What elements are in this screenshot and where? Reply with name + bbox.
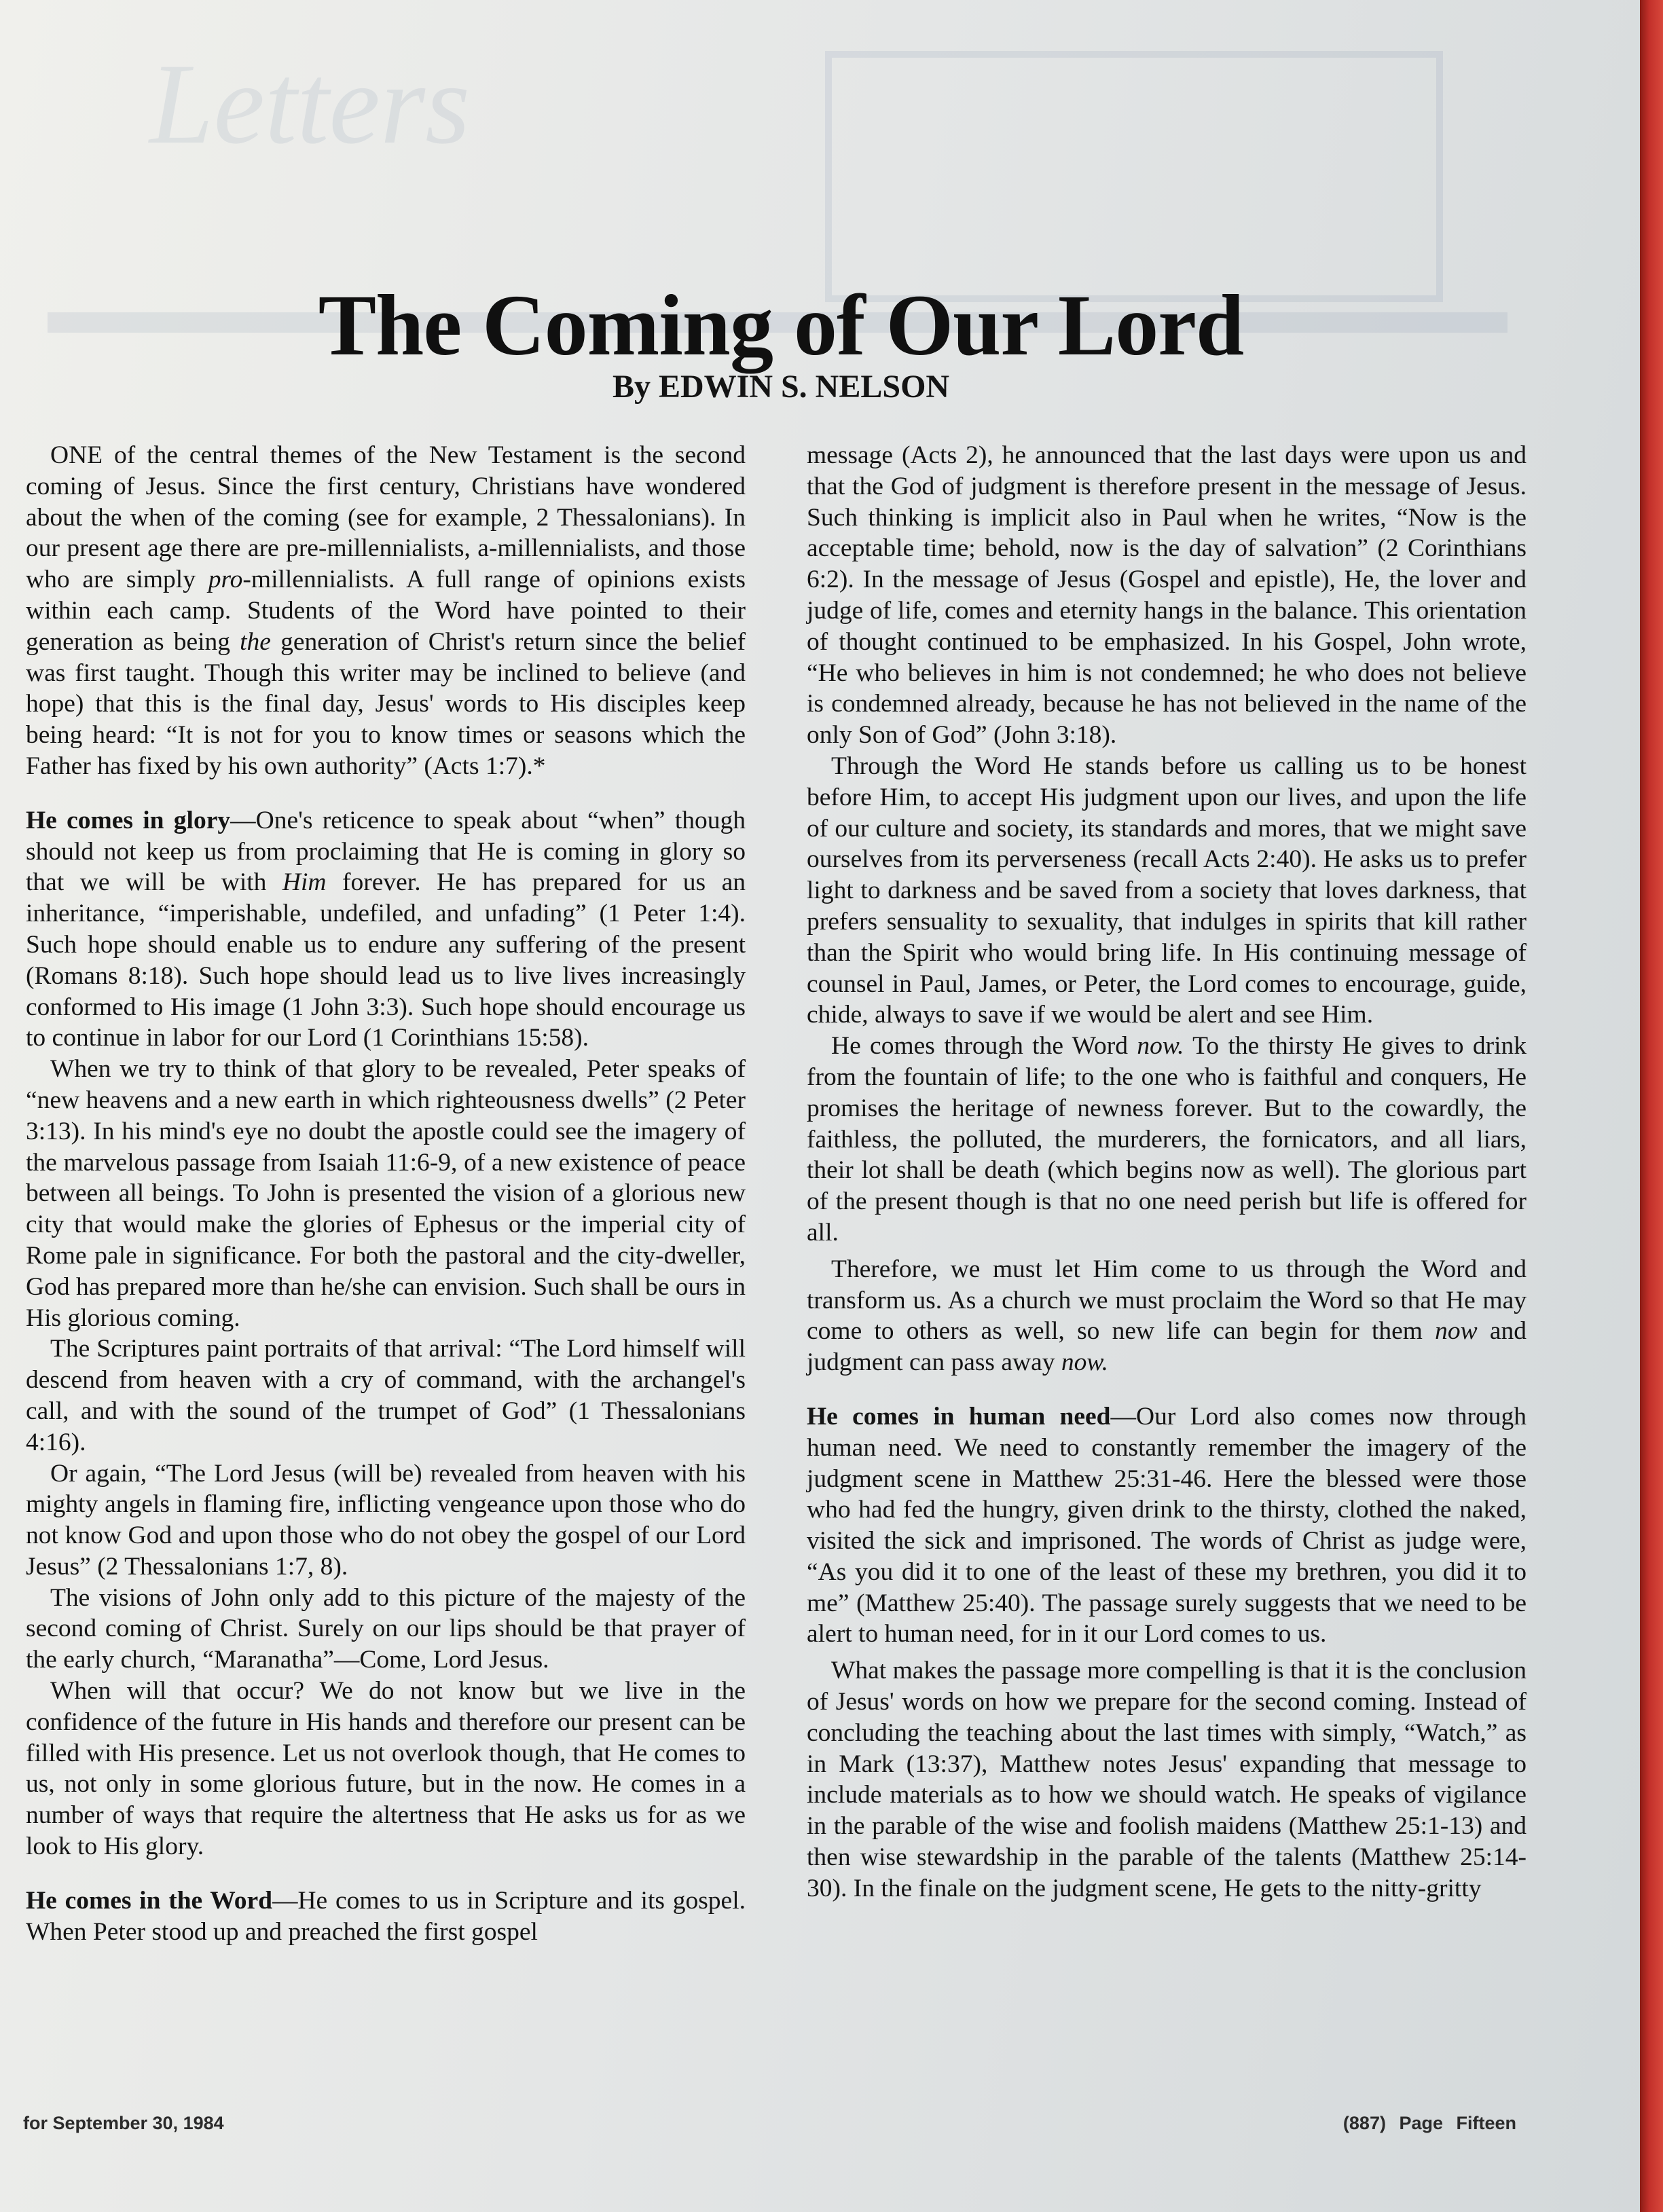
section-heading: He comes in glory bbox=[26, 806, 231, 834]
section-heading: He comes in human need bbox=[807, 1402, 1111, 1431]
section-human-need: He comes in human need—Our Lord also comes now through human need. We need to constantly remember the imagery of the judgment scene in Matthew 25:31-46. Here the blessed were those who had fed the hungry, given drink to the thirsty, clothed the naked, visited the sick and imprisoned. The words of Christ as judge were, “As you did it to one of the least of these my brethren, you did it to me” (Matthew 25:40). The passage surely suggests that we need to be alert to human need, for in it our Lord comes to us. bbox=[807, 1402, 1527, 1648]
section-word: He comes in the Word—He comes to us in Scripture and its gospel. When Peter stood up and preached the first gospel bbox=[26, 1886, 746, 1946]
paragraph: message (Acts 2), he announced that the last days were upon us and that the God of judgment is therefore present in the message of Jesus. Such thinking is implicit also in Paul when he writes, “Now is the acceptable time; behold, now is the day of salvation” (2 Corinthians 6:2). In the message of Jesus (Gospel and epistle), He, the lover and judge of life, comes and eternity hangs in the balance. This orientation of thought continued to be emphasized. In his Gospel, John wrote, “He who believes in him is not condemned; he who does not believe is condemned already, because he has not believed in the name of the only Son of God” (John 3:18). bbox=[807, 441, 1527, 750]
paragraph: Through the Word He stands before us calling us to be honest before Him, to accept His judgment upon our lives, and upon the life of our culture and society, its standards and mores, that we might save ourselves from its perverseness (recall Acts 2:40). He asks us to prefer light to darkness and be saved from a society that loves darkness, that prefers sensuality to sexuality, that indulges in spirits that kill rather than the Spirit who would bring life. In His continuing message of counsel in Paul, James, or Peter, the Lord comes to encourage, guide, chide, always to save if we would be alert and see Him. bbox=[807, 752, 1527, 1029]
paragraph: When we try to think of that glory to be revealed, Peter speaks of “new heavens and a new earth in which righteousness dwells” (2 Peter 3:13). In his mind's eye no doubt the apostle could see the imagery of the marvelous passage from Isaiah 11:6-9, of a new existence of peace between all beings. To John is presented the vision of a glorious new city that would make the glories of Ephesus or the imperial city of Rome pale in significance. For both the pastoral and the city-dweller, God has prepared more than he/she can envision. Such shall be ours in His glorious coming. bbox=[26, 1055, 746, 1332]
paragraph: Therefore, we must let Him come to us through the Word and transform us. As a church we must proclaim the Word so that He may come to others as well, so new life can begin for them now and judgment can pass away now. bbox=[807, 1255, 1527, 1377]
right-column bbox=[807, 440, 1527, 1904]
article-title: The Coming of Our Lord bbox=[318, 276, 1244, 373]
svg-text:Letters: Letters bbox=[149, 40, 471, 168]
article-byline: By EDWIN S. NELSON bbox=[612, 369, 950, 405]
paragraph: When will that occur? We do not know but we live in the confidence of the future in His hands and therefore our present can be filled with His presence. Let us not overlook though, that He comes to us, not only in some glorious future, but in the now. He comes in a number of ways that require the altertness that He asks us for as we look to His glory. bbox=[26, 1677, 746, 1861]
paragraph: The visions of John only add to this picture of the majesty of the second coming of Christ. Surely on our lips should be that prayer of the early church, “Maranatha”—Come, Lord Jesus. bbox=[26, 1583, 746, 1674]
red-page-edge bbox=[1640, 0, 1663, 2212]
footer-issue-date: for September 30, 1984 bbox=[23, 2113, 224, 2133]
paragraph: What makes the passage more compelling is that it is the conclusion of Jesus' words on how we prepare for the second coming. Instead of concluding the teaching about the last times with simply, “Watch,” as in Mark (13:37), Matthew notes Jesus' expanding that message to include materials as to how we should watch. He speaks of vigilance in the parable of the wise and foolish maidens (Matthew 25:1-13) and then wise stewardship in the parable of the talents (Matthew 25:14-30). In the finale on the judgment scene, He gets to the nitty-gritty bbox=[807, 1657, 1527, 1902]
footer-page-number: (887) Page Fifteen bbox=[1342, 2113, 1516, 2133]
paragraph: The Scriptures paint portraits of that arrival: “The Lord himself will descend from heaven with a cry of command, with the archangel's call, and with the sound of the trumpet of God” (1 Thessalonians 4:16). bbox=[26, 1335, 746, 1456]
section-heading: He comes in the Word bbox=[26, 1886, 272, 1915]
left-column bbox=[26, 440, 746, 1947]
paragraph: Or again, “The Lord Jesus (will be) revealed from heaven with his mighty angels in flaming fire, inflicting vengeance upon those who do not know God and upon those who do not obey the gospel of our Lord Jesus” (2 Thessalonians 1:7, 8). bbox=[26, 1459, 746, 1581]
paragraph: He comes through the Word now. To the thirsty He gives to drink from the fountain of life; to the one who is faithful and conquers, He promises the heritage of newness forever. But to the cowardly, the faithless, the polluted, the murderers, the fornicators, and all liars, their lot shall be death (which begins now as well). The glorious part of the present though is that no one need perish but life is offered for all. bbox=[807, 1032, 1527, 1247]
section-glory: He comes in glory—One's reticence to speak about “when” though should not keep us from proclaiming that He is coming in glory so that we will be with Him forever. He has prepared for us an inheritance, “imperishable, undefiled, and unfading” (1 Peter 1:4). Such hope should enable us to endure any suffering of the present (Romans 8:18). Such hope should lead us to live lives increasingly conformed to His image (1 John 3:3). Such hope should encourage us to continue in labor for our Lord (1 Corinthians 15:58). bbox=[26, 806, 746, 1052]
paragraph: ONE of the central themes of the New Testament is the second coming of Jesus. Since the first century, Christians have wondered about the when of the coming (see for example, 2 Thessalonians). In our present age there are pre-millennialists, a-millennialists, and those who are simply pro-millennialists. A full range of opinions exists within each camp. Students of the Word have pointed to their generation as being the generation of Christ's return since the belief was first taught. Though this writer may be inclined to believe (and hope) that this is the final day, Jesus' words to His disciples keep being heard: “It is not for you to know times or seasons which the Father has fixed by his own authority” (Acts 1:7).* bbox=[26, 441, 746, 780]
